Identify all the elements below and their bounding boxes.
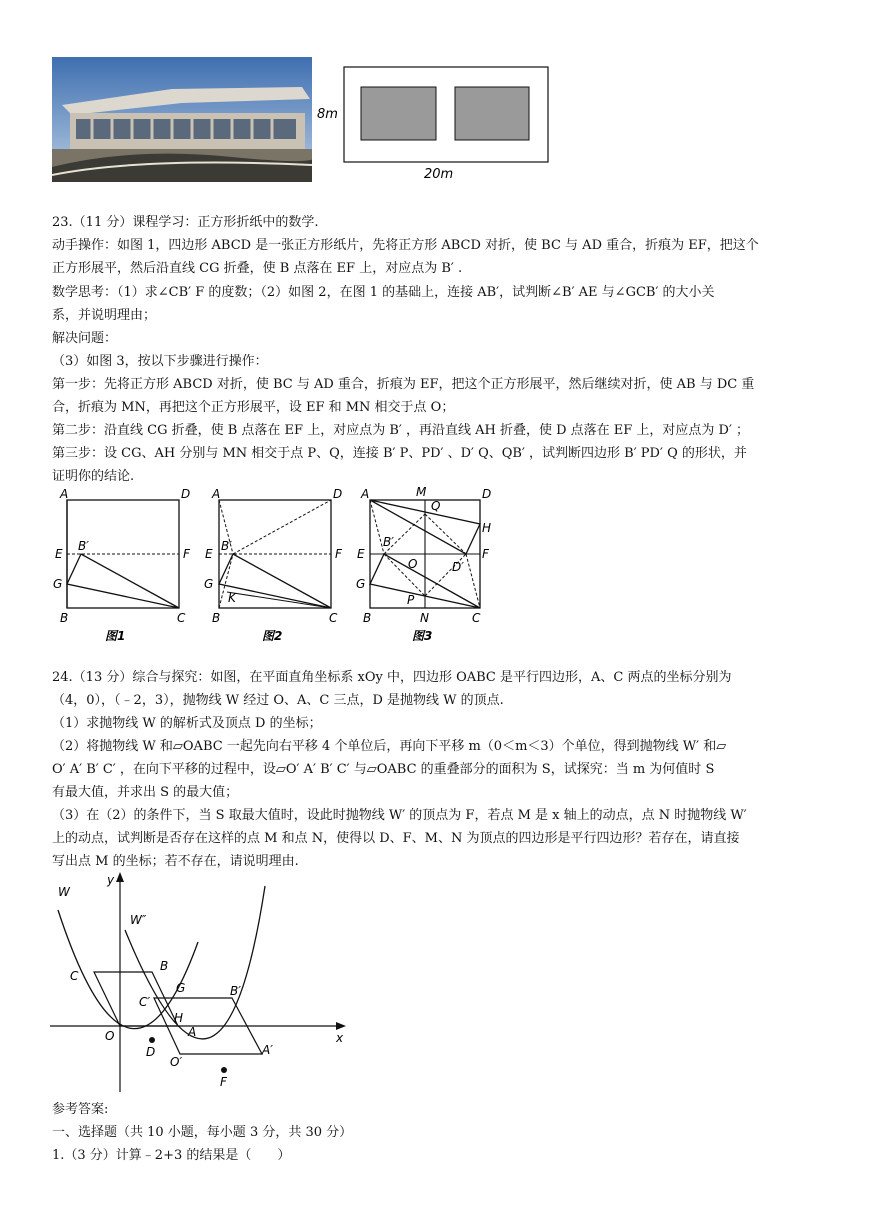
label-x: x <box>336 1031 344 1045</box>
caption-3: 图3 <box>412 629 433 643</box>
caption-2: 图2 <box>262 629 283 643</box>
label-K: K <box>228 591 236 605</box>
q24-line: 上的动点，试判断是否存在这样的点 M 和点 N，使得以 D、F、M、N 为顶点的四边形是平行四边形？若存在，请直接 <box>52 831 740 846</box>
q23-line: 合，折痕为 MN，再把这个正方形展平，设 EF 和 MN 相交于点 O； <box>52 400 455 415</box>
label-A: A <box>361 487 370 501</box>
caption-1: 图1 <box>105 629 126 643</box>
label-G: G <box>53 577 63 591</box>
q23-line: 解决问题： <box>52 331 118 346</box>
inner-rect-left <box>361 87 436 140</box>
label-G: G <box>204 577 214 591</box>
label-G: G <box>176 981 186 995</box>
rectangle-diagram <box>312 60 562 185</box>
station-photo <box>52 57 312 182</box>
parallelogram-OABC <box>94 972 178 1026</box>
label-D: D <box>181 487 191 501</box>
label-Bp: B′ <box>383 535 394 549</box>
label-G: G <box>356 577 366 591</box>
figure-3 <box>356 485 491 643</box>
label-Ap: A′ <box>262 1043 273 1057</box>
label-Wp: W″ <box>130 913 147 927</box>
q24-line: （1）求抛物线 W 的解析式及顶点 D 的坐标； <box>52 716 322 731</box>
figure-2 <box>204 487 343 643</box>
q23-line: 第二步：沿直线 CG 折叠，使 B 点落在 EF 上，对应点为 B′ ，再沿直线 AH 折叠，使 D 点落在 EF 上，对应点为 D′ ； <box>52 423 750 438</box>
parabola-Wprime <box>125 886 265 1039</box>
label-O: O <box>408 557 418 571</box>
answer-q1: 1.（3 分）计算﹣2+3 的结果是（ ） <box>52 1148 291 1163</box>
label-H: H <box>482 521 492 535</box>
q23-line: 证明你的结论. <box>52 469 135 484</box>
q24-line: 写出点 M 的坐标；若不存在，请说明理由. <box>52 854 299 869</box>
label-B: B <box>160 959 169 973</box>
q24-line: O′ A′ B′ C′ ，在向下平移的过程中，设▱O′ A′ B′ C′ 与▱OABC 的重叠部分的面积为 S，试探究：当 m 为何值时 S <box>52 762 715 777</box>
q24-line: （2）将抛物线 W 和▱OABC 一起先向右平移 4 个单位后，再向下平移 m（0＜m＜3）个单位，得到抛物线 W′ 和▱ <box>52 739 727 754</box>
label-W: W <box>58 885 70 899</box>
parabola-figure <box>50 870 350 1095</box>
point-F <box>221 1067 227 1073</box>
q24-line: 24.（13 分）综合与探究：如图，在平面直角坐标系 xOy 中，四边形 OABC 是平行四边形，A、C 两点的坐标分别为 <box>52 670 732 685</box>
label-C: C <box>472 611 481 625</box>
label-D: D <box>333 487 343 501</box>
label-E: E <box>205 547 213 561</box>
q23-line: 第一步：先将正方形 ABCD 对折，使 BC 与 AD 重合，折痕为 EF，把这个正方形展平，然后继续对折，使 AB 与 DC 重 <box>52 377 755 392</box>
label-D: D <box>482 487 492 501</box>
q23-line: 数学思考：（1）求∠CB′ F 的度数；（2）如图 2，在图 1 的基础上，连接 AB′，试判断∠B′ AE 与∠GCB′ 的大小关 <box>52 285 715 300</box>
label-F: F <box>183 547 190 561</box>
q24-line: 有最大值，并求出 S 的最大值； <box>52 785 239 800</box>
label-Dp: D′ <box>452 560 464 574</box>
label-C: C <box>329 611 338 625</box>
answers-section: 一、选择题（共 10 小题，每小题 3 分，共 30 分） <box>52 1125 353 1140</box>
label-D: D <box>146 1045 156 1059</box>
label-Bp: B′ <box>230 984 241 998</box>
label-Cp: C′ <box>139 995 151 1009</box>
height-label: 8m <box>317 107 338 122</box>
label-N: N <box>420 611 429 625</box>
q23-line: 23.（11 分）课程学习：正方形折纸中的数学. <box>52 215 319 230</box>
label-F: F <box>335 547 342 561</box>
label-B: B <box>60 611 69 625</box>
label-y: y <box>107 873 115 887</box>
label-O: O <box>105 1029 115 1043</box>
label-B: B <box>212 611 221 625</box>
label-C: C <box>177 611 186 625</box>
answers-heading: 参考答案: <box>52 1102 109 1117</box>
label-M: M <box>416 485 427 499</box>
label-A: A <box>212 487 221 501</box>
point-D <box>149 1037 155 1043</box>
label-Q: Q <box>431 499 441 513</box>
q23-line: （3）如图 3，按以下步骤进行操作： <box>52 354 268 369</box>
q24-line: （3）在（2）的条件下，当 S 取最大值时，设此时抛物线 W′ 的顶点为 F，若点 M 是 x 轴上的动点，点 N 时抛物线 W′ <box>52 808 747 823</box>
label-Bp: B′ <box>221 539 232 553</box>
q23-line: 系，并说明理由； <box>52 308 157 323</box>
label-E: E <box>357 547 365 561</box>
q23-figures <box>50 484 510 649</box>
label-H: H <box>174 1011 184 1025</box>
q23-line: 正方形展平，然后沿直线 CG 折叠，使 B 点落在 EF 上，对应点为 B′ . <box>52 261 463 276</box>
label-Op: O′ <box>170 1055 183 1069</box>
label-F: F <box>220 1075 227 1089</box>
width-label: 20m <box>424 167 454 182</box>
label-A: A <box>188 1025 197 1039</box>
q23-line: 第三步：设 CG、AH 分别与 MN 相交于点 P、Q，连接 B′ P、PD′ 、D′ Q、QB′ ，试判断四边形 B′ PD′ Q 的形状，并 <box>52 446 747 461</box>
label-A: A <box>60 487 69 501</box>
q24-line: （4，0），（﹣2，3），抛物线 W 经过 O、A、C 三点，D 是抛物线 W 的顶点. <box>52 693 504 708</box>
label-B: B <box>363 611 372 625</box>
label-C: C <box>70 969 79 983</box>
label-E: E <box>55 547 63 561</box>
q23-line: 动手操作：如图 1，四边形 ABCD 是一张正方形纸片，先将正方形 ABCD 对折，使 BC 与 AD 重合，折痕为 EF，把这个 <box>52 238 759 253</box>
label-Bp: B′ <box>78 539 89 553</box>
inner-rect-right <box>455 87 529 140</box>
label-P: P <box>407 593 415 607</box>
label-F: F <box>482 547 489 561</box>
figure-1 <box>53 487 191 643</box>
